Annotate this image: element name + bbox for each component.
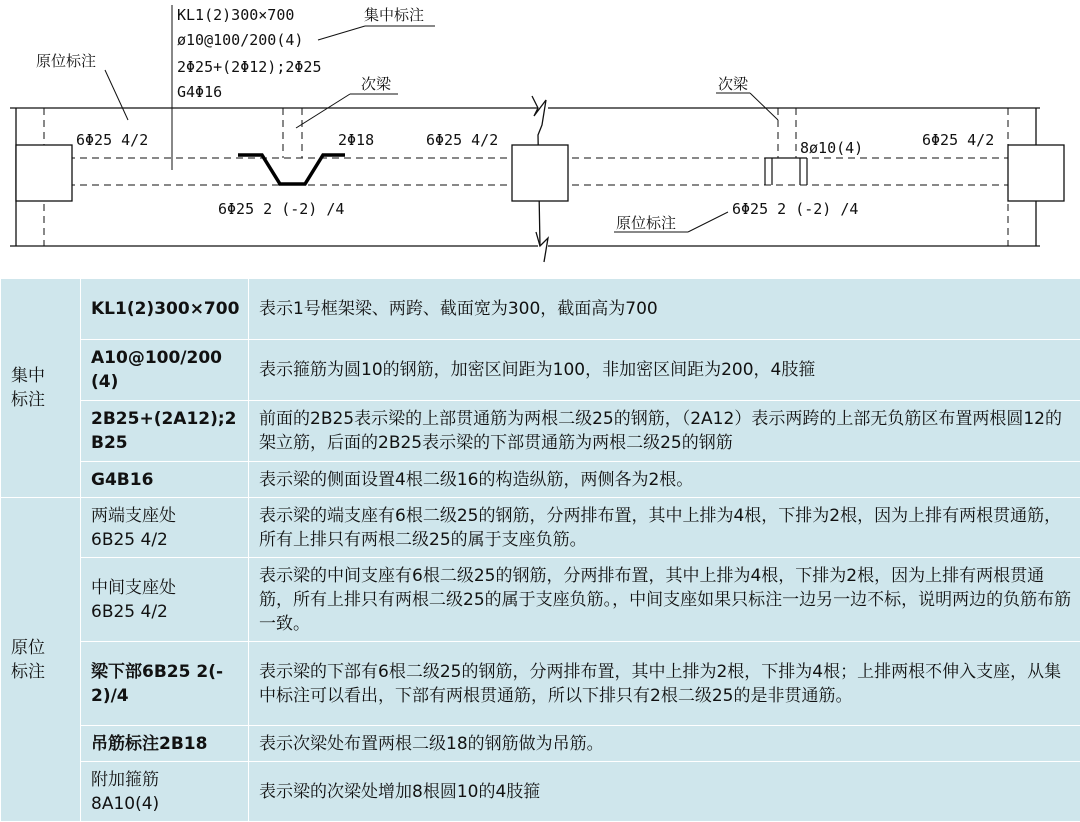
extra-stirrups bbox=[765, 158, 807, 185]
top-left-support-label: 6Φ25 4/2 bbox=[76, 131, 148, 149]
row-desc: 表示梁的端支座有6根二级25的钢筋，分两排布置，其中上排为4根，下排为2根，因为上排有两根贯通筋，所有上排只有两根二级25的属于支座负筋。 bbox=[249, 498, 1080, 558]
concentrated-line-3: 2Φ25+(2Φ12);2Φ25 bbox=[177, 58, 322, 76]
row-code: 中间支座处 6B25 4/2 bbox=[81, 558, 249, 642]
group-label-jizhong: 集中 标注 bbox=[1, 279, 81, 498]
group-label-yuanwei: 原位 标注 bbox=[1, 498, 81, 822]
table-row bbox=[1, 462, 1080, 498]
table-row bbox=[1, 642, 1080, 726]
row-code: 2B25+(2A12);2B25 bbox=[81, 401, 249, 462]
annotation-spec-table bbox=[0, 278, 1080, 822]
row-code: 吊筋标注2B18 bbox=[81, 726, 249, 762]
label-jizhong: 集中标注 bbox=[364, 6, 424, 24]
table-row bbox=[1, 340, 1080, 401]
label-yuanwei-top: 原位标注 bbox=[36, 52, 96, 70]
table-row bbox=[1, 498, 1080, 558]
hanger-bar-shape bbox=[238, 155, 345, 184]
row-desc: 表示次梁处布置两根二级18的钢筋做为吊筋。 bbox=[249, 726, 1080, 762]
table-row bbox=[1, 279, 1080, 340]
bottom-right-label: 6Φ25 2 (-2) /4 bbox=[732, 200, 858, 218]
row-desc: 表示梁的侧面设置4根二级16的构造纵筋，两侧各为2根。 bbox=[249, 462, 1080, 498]
row-code: G4B16 bbox=[81, 462, 249, 498]
hanger-bar-label: 2Φ18 bbox=[338, 131, 374, 149]
concentrated-line-2: ø10@100/200(4) bbox=[177, 31, 303, 49]
table-row bbox=[1, 558, 1080, 642]
row-code: 两端支座处 6B25 4/2 bbox=[81, 498, 249, 558]
row-code: 梁下部6B25 2(-2)/4 bbox=[81, 642, 249, 726]
row-desc: 表示梁的次梁处增加8根圆10的4肢箍 bbox=[249, 762, 1080, 822]
row-desc: 前面的2B25表示梁的上部贯通筋为两根二级25的钢筋，（2A12）表示两跨的上部无负筋区布置两根圆12的架立筋，后面的2B25表示梁的下部贯通筋为两根二级25的钢筋 bbox=[249, 401, 1080, 462]
table-row bbox=[1, 762, 1080, 822]
row-desc: 表示1号框架梁、两跨、截面宽为300，截面高为700 bbox=[249, 279, 1080, 340]
label-yuanwei-bottom: 原位标注 bbox=[616, 214, 676, 232]
beam-annotation-drawing bbox=[0, 0, 1080, 275]
label-ciliang-2: 次梁 bbox=[718, 75, 749, 93]
table-row bbox=[1, 401, 1080, 462]
table-row bbox=[1, 726, 1080, 762]
row-desc: 表示箍筋为圆10的钢筋，加密区间距为100，非加密区间距为200，4肢箍 bbox=[249, 340, 1080, 401]
row-desc: 表示梁的下部有6根二级25的钢筋，分两排布置，其中上排为2根，下排为4根；上排两根不伸入支座，从集中标注可以看出，下部有两根贯通筋，所以下排只有2根二级25的是非贯通筋。 bbox=[249, 642, 1080, 726]
row-code: 附加箍筋 8A10(4) bbox=[81, 762, 249, 822]
top-right-support-label: 6Φ25 4/2 bbox=[922, 131, 994, 149]
concentrated-line-4: G4Φ16 bbox=[177, 83, 222, 101]
column-boxes bbox=[16, 145, 1064, 201]
row-code: KL1(2)300×700 bbox=[81, 279, 249, 340]
label-ciliang-1: 次梁 bbox=[361, 75, 392, 93]
row-code: A10@100/200(4) bbox=[81, 340, 249, 401]
top-middle-support-label: 6Φ25 4/2 bbox=[426, 131, 498, 149]
bottom-left-label: 6Φ25 2 (-2) /4 bbox=[218, 200, 344, 218]
concentrated-line-1: KL1(2)300×700 bbox=[177, 6, 294, 24]
row-desc: 表示梁的中间支座有6根二级25的钢筋，分两排布置，其中上排为4根，下排为2根，因为上排有两根贯通筋，所有上排只有两根二级25的属于支座负筋。，中间支座如果只标注一边另一边不标，说明两边的负筋布筋一致。 bbox=[249, 558, 1080, 642]
stirrup-extra-label: 8ø10(4) bbox=[800, 139, 863, 157]
